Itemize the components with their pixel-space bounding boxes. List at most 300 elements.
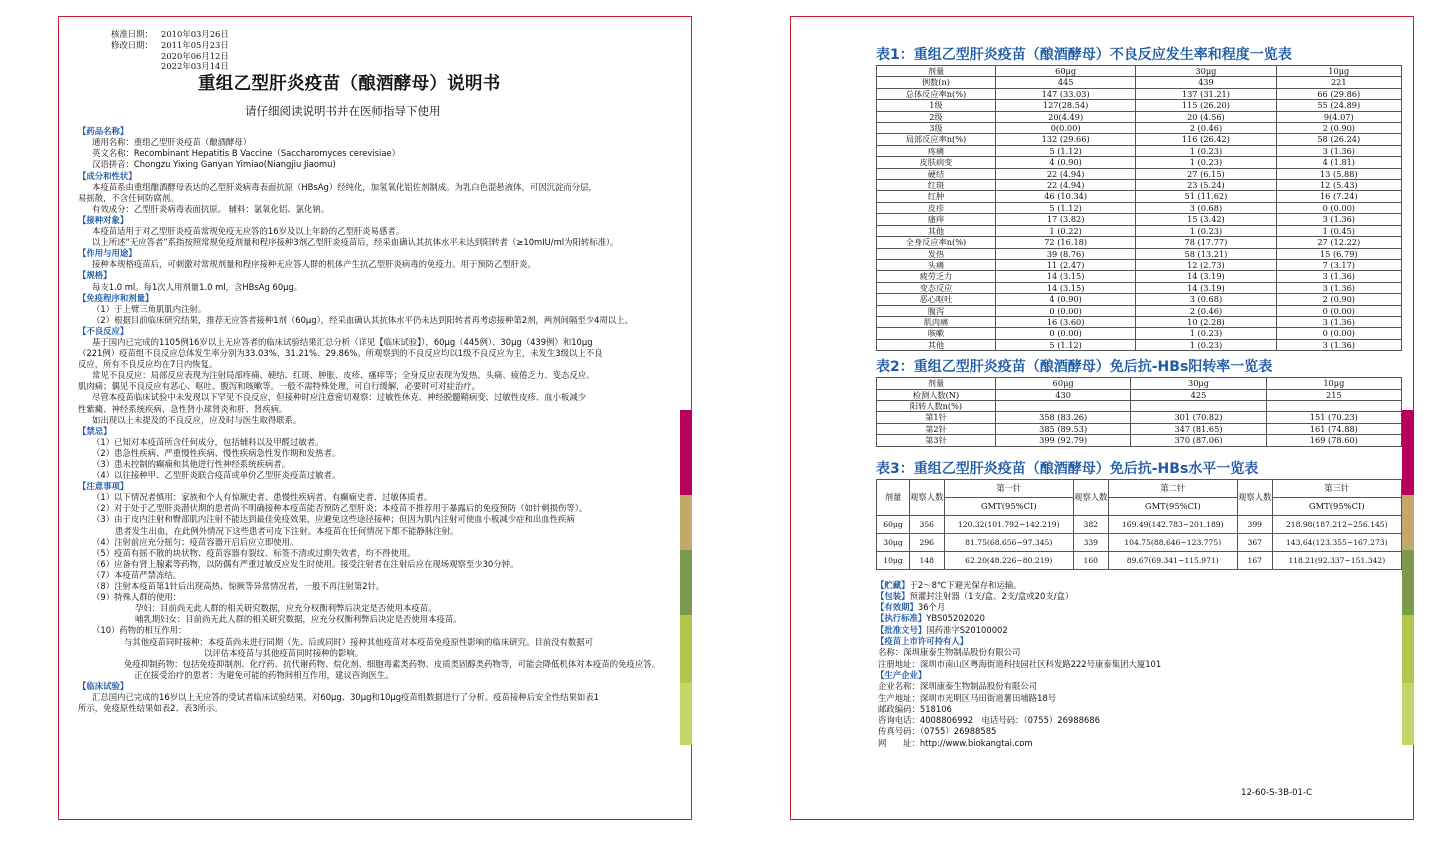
row-label: 例数(n): [877, 77, 996, 88]
body-line: （1）已知对本疫苗所含任何成分，包括辅料以及甲醛过敏者。: [92, 436, 324, 447]
info-text: 生产地址：深圳市光明区马田街道薯田埔路18号: [878, 692, 1057, 703]
info-line: [876, 625, 1406, 636]
table-row: [877, 435, 1402, 446]
table-cell: 0 (0.00): [996, 305, 1136, 316]
table-row: [877, 294, 1402, 305]
section-heading: 【免疫程序和剂量】: [78, 292, 154, 303]
body-line: 易摇散，不含任何防腐剂。: [78, 192, 179, 203]
table-cell: 430: [996, 389, 1131, 400]
revision-date-row: [111, 61, 678, 72]
body-line: 英文名称：Recombinant Hepatitis B Vaccine（Saccharomyces cerevisiae）: [92, 148, 401, 159]
table-cell: 2 (0.46): [1136, 123, 1276, 134]
row-label: 发热: [877, 248, 996, 259]
info-text: 网 址：http://www.biokangtai.com: [878, 737, 1033, 748]
info-line: [876, 659, 1406, 670]
table-cell: 78 (17.77): [1136, 237, 1276, 248]
table2-title: 表2：重组乙型肝炎疫苗（酿酒酵母）免后抗-HBs阳转率一览表: [876, 359, 1273, 376]
table-cell: 104.75(88.646~123.775): [1108, 533, 1238, 551]
body-line: 汉语拼音：Chongzu Yixing Ganyan Yimiao(Niangjiu Jiaomu): [92, 159, 336, 170]
revision-date-label: 核准日期：: [111, 29, 153, 39]
table-cell: 17 (3.82): [996, 214, 1136, 225]
column-header: 第二针: [1108, 479, 1238, 497]
right-page: [790, 16, 1414, 820]
right-tab: [1402, 495, 1414, 550]
table-row: [877, 515, 1402, 533]
body-line: （2）对于处于乙型肝炎潜伏期的患者尚不明确接种本疫苗能否预防乙型肝炎；本疫苗不推荐用于暴露后的免疫预防（如针刺损伤等）。: [92, 503, 588, 514]
column-header: 第一针: [944, 479, 1074, 497]
table-row: [877, 157, 1402, 168]
column-header: 30μg: [1131, 378, 1266, 389]
body-line: 本疫苗适用于对乙型肝炎疫苗常规免疫无应答的16岁及以上年龄的乙型肝炎易感者。: [92, 226, 405, 237]
table-cell: 0 (0.00): [1276, 202, 1401, 213]
body-line: 接种本规格疫苗后，可刺激对常规剂量和程序接种无应答人群的机体产生抗乙型肝炎病毒的免疫力。用于预防乙型肝炎。: [92, 259, 536, 270]
table-cell: 3 (1.36): [1276, 339, 1401, 350]
table-cell: 0 (0.00): [1276, 305, 1401, 316]
info-text: 名称：深圳康泰生物制品股份有限公司: [878, 647, 1021, 658]
table-row: [877, 214, 1402, 225]
table-row: [877, 180, 1402, 191]
info-heading: 【包装】: [876, 590, 910, 601]
info-text: 国药准字S20100002: [926, 624, 1008, 635]
table-cell: 27 (6.15): [1136, 168, 1276, 179]
table-cell: 218.98(187.212~256.145): [1272, 515, 1402, 533]
info-text: 注册地址：深圳市南山区粤海街道科技园社区科发路222号康泰集团大厦101: [878, 658, 1162, 669]
table-cell: 15 (3.42): [1136, 214, 1276, 225]
info-heading: 【贮藏】: [876, 579, 910, 590]
body-line: 以评估本疫苗与其他疫苗同时接种的影响。: [204, 647, 364, 658]
seroconversion-table: [876, 377, 1402, 446]
table-row: [877, 328, 1402, 339]
table-cell: 161 (74.88): [1266, 423, 1401, 434]
section-heading: 【规格】: [78, 270, 112, 281]
body-line: 肌肉痛；偶见不良反应有恶心、呕吐、腹泻和咳嗽等。一般不需特殊处理，可自行缓解，必要时可对症治疗。: [78, 381, 480, 392]
column-header: 30μg: [1136, 66, 1276, 77]
header-row: [877, 497, 1402, 515]
body-line: （4）注射前应充分摇匀；疫苗容器开启后应立即使用。: [92, 536, 299, 547]
header-row: [877, 66, 1402, 77]
table-row: [877, 412, 1402, 423]
table-cell: 5 (1.12): [996, 145, 1136, 156]
body-line: 患者发生出血，在此例外情况下这些患者可皮下注射。本疫苗在任何情况下都不能静脉注射。: [115, 525, 459, 536]
table-cell: 0 (0.00): [996, 328, 1136, 339]
body-line: 免疫抑制药物：包括免疫抑制剂、化疗药、抗代谢药物、烷化剂、细胞毒素类药物、皮质类固醇类药物等，可能会降低机体对本疫苗的免疫应答。: [124, 658, 660, 669]
table-cell: 3 (1.36): [1276, 214, 1401, 225]
body-line: 哺乳期妇女：目前尚无此人群的相关研究数据，应充分权衡利弊后决定是否使用本疫苗。: [135, 614, 462, 625]
row-label: 第2针: [877, 423, 996, 434]
section-heading: 【成分和性状】: [78, 170, 137, 181]
left-page: [58, 16, 692, 820]
document-title: 重组乙型肝炎疫苗（酿酒酵母）说明书: [198, 74, 501, 95]
table-cell: 385 (89.53): [996, 423, 1131, 434]
right-color-tabs: [1402, 410, 1414, 745]
row-label: 红肿: [877, 191, 996, 202]
column-header: GMT(95%CI): [1108, 497, 1238, 515]
table-cell: 445: [996, 77, 1136, 88]
info-line: [876, 580, 1406, 591]
table-cell: 356: [910, 515, 945, 533]
body-line: 有效成分：乙型肝炎病毒表面抗原。 辅料：氯氧化铝、氯化钠。: [92, 203, 330, 214]
product-info: [876, 580, 1406, 749]
table-cell: 12 (2.73): [1136, 259, 1276, 270]
table-cell: 347 (81.65): [1131, 423, 1266, 434]
body-line: 通用名称：重组乙型肝炎疫苗（酿酒酵母）: [92, 137, 252, 148]
body-line: 所示，免疫原性结果如表2、表3所示。: [78, 703, 223, 714]
info-heading: 【有效期】: [876, 602, 918, 613]
body-line: 与其他疫苗同时接种：本疫苗尚未进行同期（先、后或同时）接种其他疫苗对本疫苗免疫原性影响的临床研究。目前没有数据可: [124, 636, 593, 647]
table-cell: 62.20(48.226~80.219): [944, 551, 1074, 569]
body-line: 基于国内已完成的1105例16岁以上无应答者的临床试验结果汇总分析（详见【临床试验】），60μg（445例）、30μg（439例）和10μg: [92, 336, 593, 347]
table-row: [877, 282, 1402, 293]
table-row: [877, 423, 1402, 434]
body-line: （1）以下情况者慎用：家族和个人有惊厥史者、患慢性疾病者、有癫痫史者、过敏体质者。: [92, 492, 433, 503]
body-line: 孕妇：目前尚无此人群的相关研究数据，应充分权衡利弊后决定是否使用本疫苗。: [135, 603, 437, 614]
table-row: [877, 316, 1402, 327]
table-cell: 3 (1.36): [1276, 145, 1401, 156]
body-line: 本疫苗系由重组酿酒酵母表达的乙型肝炎病毒表面抗原（HBsAg）经纯化，加氢氧化铝佐剂制成。为乳白色混悬液体，可因沉淀而分层，: [92, 181, 597, 192]
column-header: 10μg: [1276, 66, 1401, 77]
body-line: （2）患急性疾病、严重慢性疾病、慢性疾病急性发作期和发热者。: [92, 447, 341, 458]
table-cell: 1 (0.23): [1136, 145, 1276, 156]
table-cell: 127(28.54): [996, 100, 1136, 111]
table-cell: 14 (3.19): [1136, 271, 1276, 282]
table-cell: 358 (83.26): [996, 412, 1131, 423]
table-cell: 5 (1.12): [996, 339, 1136, 350]
row-label: 疲劳乏力: [877, 271, 996, 282]
table-cell: 0 (0.00): [1276, 328, 1401, 339]
column-header: 观察人数: [1074, 479, 1109, 515]
table-cell: 89.67(69.341~115.971): [1108, 551, 1238, 569]
table-cell: 10μg: [877, 551, 910, 569]
adverse-reaction-table: [876, 65, 1402, 351]
table-cell: 1 (0.23): [1136, 328, 1276, 339]
row-label: 第3针: [877, 435, 996, 446]
row-label: 2级: [877, 111, 996, 122]
info-line: [876, 636, 1406, 647]
row-label: 其他: [877, 225, 996, 236]
row-label: 硬结: [877, 168, 996, 179]
column-header: 第三针: [1272, 479, 1402, 497]
table-cell: 169.49(142.783~201.189): [1108, 515, 1238, 533]
left-tab: [680, 615, 692, 683]
section-heading: 【作用与用途】: [78, 248, 137, 259]
table-row: [877, 533, 1402, 551]
revision-date-value: 2011年05月23日: [161, 39, 229, 50]
info-text: 咨询电话：4008806992 电话号码：（0755）26988686: [878, 715, 1100, 726]
row-label: 1级: [877, 100, 996, 111]
table-cell: 399: [1238, 515, 1273, 533]
table-cell: 399 (92.79): [996, 435, 1131, 446]
row-label: 阳转人数n(%): [877, 400, 996, 411]
table-cell: 72 (16.18): [996, 237, 1136, 248]
document-code: 12-60-S-3B-01-C: [1241, 788, 1313, 798]
table-cell: 5 (1.12): [996, 202, 1136, 213]
body-line: （9）特殊人群的使用：: [92, 592, 182, 603]
table-row: [877, 551, 1402, 569]
row-label: 红斑: [877, 180, 996, 191]
table-cell: 55 (24.89): [1276, 100, 1401, 111]
table-row: [877, 77, 1402, 88]
table-cell: 143.64(123.355~167.273): [1272, 533, 1402, 551]
table-cell: 14 (3.19): [1136, 282, 1276, 293]
table-row: [877, 123, 1402, 134]
table-cell: 20(4.49): [996, 111, 1136, 122]
table-cell: 10 (2.28): [1136, 316, 1276, 327]
body-line: 尽管本疫苗临床试验中未发现以下罕见不良反应，但接种时应注意密切观察：过敏性休克、神经脱髓鞘病变、过敏性皮疹、血小板减少: [92, 392, 587, 403]
document-subtitle: 请仔细阅读说明书并在医师指导下使用: [245, 104, 441, 119]
row-label: 皮疹: [877, 202, 996, 213]
left-tab: [680, 495, 692, 550]
info-text: 36个月: [917, 602, 946, 613]
table-cell: 16 (3.60): [996, 316, 1136, 327]
table-cell: 115 (26.20): [1136, 100, 1276, 111]
table-cell: 3 (1.36): [1276, 271, 1401, 282]
table-cell: 39 (8.76): [996, 248, 1136, 259]
info-text: 预灌封注射器（1支/盒、2支/盒或20支/盒）: [909, 590, 1074, 601]
body-line: （1）于上臂三角肌肌内注射。: [92, 303, 207, 314]
section-heading: 【禁忌】: [78, 425, 112, 436]
left-tab: [680, 550, 692, 615]
column-header: 60μg: [996, 66, 1136, 77]
table-row: [877, 88, 1402, 99]
column-header: 观察人数: [1238, 479, 1273, 515]
table-cell: 2 (0.90): [1276, 294, 1401, 305]
info-line: [876, 613, 1406, 624]
row-label: 腹泻: [877, 305, 996, 316]
revision-dates: [111, 29, 678, 72]
table-cell: 148: [910, 551, 945, 569]
table1-title: 表1：重组乙型肝炎疫苗（酿酒酵母）不良反应发生率和程度一览表: [876, 47, 1292, 63]
table-cell: 14 (3.15): [996, 282, 1136, 293]
table-row: [877, 168, 1402, 179]
table-cell: 296: [910, 533, 945, 551]
row-label: 第1针: [877, 412, 996, 423]
header-row: [877, 378, 1402, 389]
row-label: 变态反应: [877, 282, 996, 293]
table-cell: 137 (31.21): [1136, 88, 1276, 99]
right-content: [876, 45, 1406, 749]
table-cell: 1 (0.45): [1276, 225, 1401, 236]
row-label: 头痛: [877, 259, 996, 270]
table-cell: 81.75(68.656~97.345): [944, 533, 1074, 551]
table-cell: 116 (26.42): [1136, 134, 1276, 145]
table-cell: 15 (6.79): [1276, 248, 1401, 259]
table-cell: 439: [1136, 77, 1276, 88]
info-heading: 【疫苗上市许可持有人】: [876, 636, 969, 647]
table-cell: 301 (70.82): [1131, 412, 1266, 423]
body-line: （221例）疫苗组不良反应总体发生率分别为33.03%、31.21%、29.86%。所观察到的不良反应均以1级不良反应为主，未发生3级以上不良: [78, 348, 603, 359]
info-line: [876, 715, 1406, 726]
body-line: （2）根据目前临床研究结果，推荐无应答者接种1剂（60μg），经采血确认其抗体水平仍未达到阳转者再考虑接种第2剂，两剂间隔至少4周以上。: [92, 314, 633, 325]
table-row: [877, 225, 1402, 236]
column-header: 60μg: [996, 378, 1131, 389]
row-label: 其他: [877, 339, 996, 350]
row-label: 恶心呕吐: [877, 294, 996, 305]
table-row: [877, 145, 1402, 156]
row-label: 肌肉痛: [877, 316, 996, 327]
table-cell: 2 (0.90): [1276, 123, 1401, 134]
table-cell: 3 (1.36): [1276, 282, 1401, 293]
table-cell: 120.32(101.792~142.219): [944, 515, 1074, 533]
table-cell: 1 (0.23): [1136, 225, 1276, 236]
body-line: 正在接受治疗的患者：为避免可能的药物间相互作用，建议咨询医生。: [134, 669, 394, 680]
table-cell: 1 (0.22): [996, 225, 1136, 236]
column-header: GMT(95%CI): [1272, 497, 1402, 515]
table-cell: 58 (13.21): [1136, 248, 1276, 259]
section-heading: 【临床试验】: [78, 680, 129, 691]
info-text: 于2～8℃下避光保存和运输。: [909, 579, 1022, 590]
row-label: 全身反应率n(%): [877, 237, 996, 248]
section-heading: 【注意事项】: [78, 481, 129, 492]
info-text: YBS05202020: [926, 613, 985, 624]
table3-title: 表3：重组乙型肝炎疫苗（酿酒酵母）免后抗-HBs水平一览表: [876, 460, 1259, 477]
right-tab: [1402, 615, 1414, 683]
table-cell: 1 (0.23): [1136, 157, 1276, 168]
table-row: [877, 202, 1402, 213]
body-line: （7）本疫苗严禁冻结。: [92, 569, 182, 580]
table-cell: 20 (4.56): [1136, 111, 1276, 122]
table-cell: 4 (0.90): [996, 294, 1136, 305]
info-line: [876, 693, 1406, 704]
body-line: 汇总国内已完成的16岁以上无应答的受试者临床试验结果，对60μg、30μg和10μg疫苗组数据进行了分析。疫苗接种后安全性结果如表1: [92, 691, 600, 702]
body-line: （3）患未控制的癫痫和其他进行性神经系统疾病者。: [92, 459, 290, 469]
instructions-body: [78, 126, 678, 714]
table-row: [877, 134, 1402, 145]
table-cell: 367: [1238, 533, 1273, 551]
table-cell: 60μg: [877, 515, 910, 533]
table-cell: 9(4.07): [1276, 111, 1401, 122]
table-cell: 22 (4.94): [996, 168, 1136, 179]
table-cell: 30μg: [877, 533, 910, 551]
row-label: 皮肤病变: [877, 157, 996, 168]
info-line: [876, 602, 1406, 613]
revision-date-row: [111, 51, 678, 62]
table-cell: 382: [1074, 515, 1109, 533]
info-heading: 【批准文号】: [876, 624, 927, 635]
revision-date-row: [111, 40, 678, 51]
info-heading: 【生产企业】: [876, 669, 927, 680]
table-cell: 27 (12.22): [1276, 237, 1401, 248]
table-cell: [1266, 400, 1401, 411]
left-tab: [680, 410, 692, 495]
table-row: [877, 400, 1402, 411]
table-cell: 58 (26.24): [1276, 134, 1401, 145]
table-row: [877, 100, 1402, 111]
column-header: 观察人数: [910, 479, 945, 515]
row-label: 3级: [877, 123, 996, 134]
table-cell: 339: [1074, 533, 1109, 551]
revision-date-label: 修改日期：: [111, 39, 153, 50]
body-line: （8）注射本疫苗第1针后出现高热、惊厥等异常情况者，一般不再注射第2针。: [92, 581, 385, 592]
table-cell: 4 (1.81): [1276, 157, 1401, 168]
body-line: （3）由于皮内注射和臀部肌内注射不能达到最佳免疫效果，应避免这些途径接种；但因为肌内注射可使血小板减少症和出血性疾病: [92, 514, 575, 525]
column-header: GMT(95%CI): [944, 497, 1074, 515]
table-row: [877, 111, 1402, 122]
section-heading: 【不良反应】: [78, 325, 129, 336]
right-tab: [1402, 550, 1414, 615]
table-cell: 0(0.00): [996, 123, 1136, 134]
table-row: [877, 191, 1402, 202]
table-cell: 14 (3.15): [996, 271, 1136, 282]
info-text: 传真号码：（0755）26988585: [878, 726, 997, 737]
body-line: （6）应备有肾上腺素等药物，以防偶有严重过敏反应发生时使用。接受注射者在注射后应在现场观察至少30分钟。: [92, 558, 519, 569]
info-line: [876, 647, 1406, 658]
table-cell: 1 (0.23): [1136, 339, 1276, 350]
table-row: [877, 248, 1402, 259]
table-row: [877, 339, 1402, 350]
table-cell: 13 (5.88): [1276, 168, 1401, 179]
section-heading: 【药品名称】: [78, 126, 129, 137]
table-cell: 370 (87.06): [1131, 435, 1266, 446]
body-line: 每支1.0 ml。每1次人用剂量1.0 ml，含HBsAg 60μg。: [92, 281, 303, 292]
table-cell: 221: [1276, 77, 1401, 88]
left-color-tabs: [680, 410, 692, 745]
right-tab: [1402, 410, 1414, 495]
table-row: [877, 237, 1402, 248]
table-cell: 151 (70.23): [1266, 412, 1401, 423]
row-label: 咳嗽: [877, 328, 996, 339]
body-line: 如出现以上未提及的不良反应，应及时与医生取得联系。: [92, 414, 302, 425]
table-row: [877, 259, 1402, 270]
table-cell: 46 (10.34): [996, 191, 1136, 202]
row-label: 总体反应率n(%): [877, 88, 996, 99]
info-text: 企业名称：深圳康泰生物制品股份有限公司: [878, 681, 1038, 692]
body-line: 以上所述“无应答者”系指按照常规免疫剂量和程序接种3剂乙型肝炎疫苗后，经采血确认其抗体水平未达到阳转者（≥10mIU/ml为阳转标准）。: [92, 237, 619, 248]
revision-date-value: 2010年03月26日: [161, 29, 229, 39]
table-cell: [996, 400, 1131, 411]
revision-date-row: [111, 29, 678, 40]
header-row: [877, 479, 1402, 497]
table-cell: 11 (2.47): [996, 259, 1136, 270]
revision-date-value: 2020年06月12日: [161, 50, 229, 61]
row-label: 局部反应率n(%): [877, 134, 996, 145]
column-header: 剂量: [877, 378, 996, 389]
table-row: [877, 389, 1402, 400]
info-line: [876, 738, 1406, 749]
info-line: [876, 591, 1406, 602]
row-label: 检测人数(N): [877, 389, 996, 400]
body-line: （5）疫苗有摇不散的块状物、疫苗容器有裂纹、标签不清或过期失效者，均不得使用。: [92, 547, 416, 558]
table-row: [877, 305, 1402, 316]
revision-date-value: 2022年03月14日: [161, 61, 229, 72]
table-row: [877, 271, 1402, 282]
body-line: 常见不良反应：局部反应表现为注射局部疼痛、硬结、红斑、肿胀、皮疹、瘙痒等；全身反应表现为发热、头痛、疲倦乏力、变态反应、: [92, 370, 595, 381]
table-cell: 4 (0.90): [996, 157, 1136, 168]
table-cell: 3 (0.68): [1136, 202, 1276, 213]
row-label: 瘙痒: [877, 214, 996, 225]
table-cell: 132 (29.66): [996, 134, 1136, 145]
table-cell: 51 (11.62): [1136, 191, 1276, 202]
row-label: 疼痛: [877, 145, 996, 156]
info-line: [876, 670, 1406, 681]
left-content: [78, 29, 678, 714]
column-header: 剂量: [877, 479, 910, 515]
table-cell: 215: [1266, 389, 1401, 400]
info-heading: 【执行标准】: [876, 613, 927, 624]
table-cell: 167: [1238, 551, 1273, 569]
table-cell: 118.21(92.337~151.342): [1272, 551, 1402, 569]
table-cell: [1131, 400, 1266, 411]
table-cell: 2 (0.46): [1136, 305, 1276, 316]
table-cell: 23 (5.24): [1136, 180, 1276, 191]
table-cell: 66 (29.86): [1276, 88, 1401, 99]
antibody-level-table: [876, 479, 1402, 570]
column-header: 10μg: [1266, 378, 1401, 389]
table-cell: 3 (1.36): [1276, 316, 1401, 327]
column-header: 剂量: [877, 66, 996, 77]
table-cell: 12 (5.43): [1276, 180, 1401, 191]
info-line: [876, 681, 1406, 692]
table-cell: 3 (0.68): [1136, 294, 1276, 305]
